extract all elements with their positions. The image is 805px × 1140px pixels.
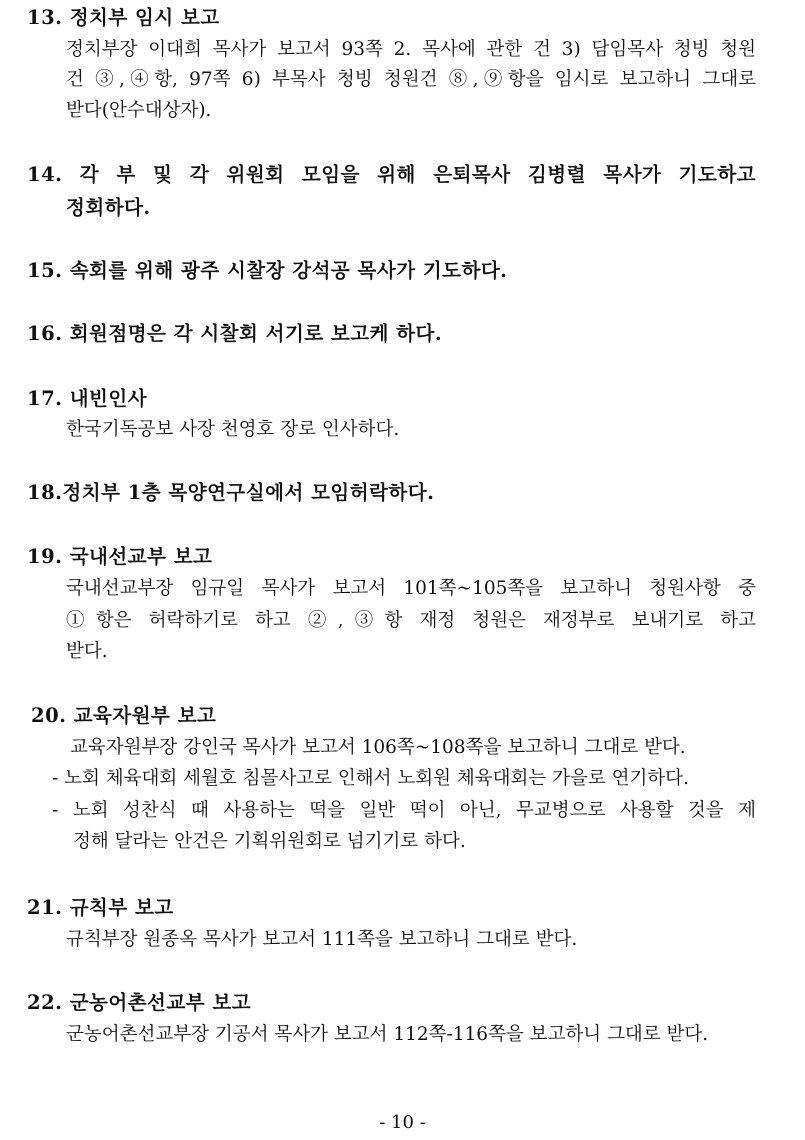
section-18-heading: 18.정치부 1층 목양연구실에서 모임허락하다. bbox=[27, 481, 435, 504]
section-body-line: 교육자원부장 강인국 목사가 보고서 106쪽~108쪽을 보고하니 그대로 받다. bbox=[70, 737, 686, 758]
section-body-line: 규칙부장 원종옥 목사가 보고서 111쪽을 보고하니 그대로 받다. bbox=[66, 929, 578, 950]
bullet-item: - 노회 체육대회 세월호 침몰사고로 인해서 노회원 체육대회는 가을로 연기하다. bbox=[52, 768, 689, 789]
section-16-heading: 16. 회원점명은 각 시찰회 서기로 보고케 하다. bbox=[27, 322, 443, 345]
section-heading: 20. 교육자원부 보고 bbox=[31, 704, 217, 727]
bullet-item: - 노회 성찬식 때 사용하는 떡을 일반 떡이 아닌, 무교병으로 사용할 것을 제 bbox=[52, 800, 756, 821]
section-body-line: 정치부장 이대희 목사가 보고서 93쪽 2. 목사에 관한 건 3) 담임목사 청빙 청원 bbox=[66, 39, 756, 60]
section-body-line: 국내선교부장 임규일 목사가 보고서 101쪽~105쪽을 보고하니 청원사항 중 bbox=[66, 578, 756, 599]
section-heading-continued: 정회하다. bbox=[66, 196, 151, 219]
section-heading: 22. 군농어촌선교부 보고 bbox=[27, 991, 252, 1014]
section-body-line: 한국기독공보 사장 천영호 장로 인사하다. bbox=[66, 419, 400, 440]
section-body-line: 건 ③,④항, 97쪽 6) 부목사 청빙 청원건 ⑧,⑨항을 임시로 보고하니 그대로 bbox=[66, 69, 756, 90]
section-body-line: 군농어촌선교부장 기공서 목사가 보고서 112쪽-116쪽을 보고하니 그대로 받다. bbox=[66, 1024, 709, 1045]
section-body-line: ①항은 허락하기로 하고 ②,③항 재정 청원은 재정부로 보내기로 하고 bbox=[66, 610, 756, 631]
section-heading: 19. 국내선교부 보고 bbox=[27, 545, 213, 568]
section-15-heading: 15. 속회를 위해 광주 시찰장 강석공 목사가 기도하다. bbox=[27, 259, 508, 282]
section-heading: 17. 내빈인사 bbox=[27, 387, 148, 410]
page-number: - 10 - bbox=[379, 1112, 426, 1133]
section-body-line: 받다. bbox=[66, 641, 108, 662]
section-body-line: 받다(안수대상자). bbox=[66, 100, 212, 121]
section-heading: 14. 각 부 및 각 위원회 모임을 위해 은퇴목사 김병렬 목사가 기도하고 bbox=[27, 163, 756, 186]
bullet-item-continued: 정해 달라는 안건은 기획위원회로 넘기기로 하다. bbox=[73, 831, 466, 852]
section-heading: 13. 정치부 임시 보고 bbox=[27, 6, 220, 29]
section-heading: 21. 규칙부 보고 bbox=[27, 896, 174, 919]
